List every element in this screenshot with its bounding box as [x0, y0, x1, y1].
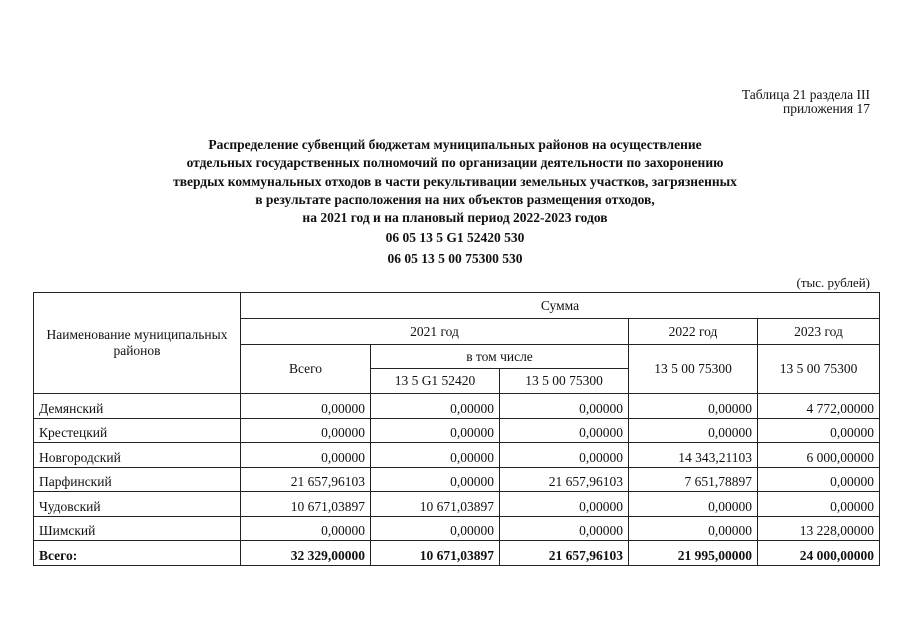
value-g1-2021: 10 671,03897 — [371, 492, 500, 517]
table-reference — [742, 88, 870, 116]
header-year-2022: 2022 год — [629, 319, 758, 345]
header-year-2021: 2021 год — [241, 319, 629, 345]
title-line-2: отдельных государственных полномочий по организации деятельности по захоронению — [186, 155, 724, 171]
header-sum: Сумма — [241, 293, 880, 319]
value-2022: 0,00000 — [629, 418, 758, 443]
value-g1-2021: 0,00000 — [371, 516, 500, 541]
value-00-2021: 0,00000 — [500, 492, 629, 517]
value-2022: 0,00000 — [629, 492, 758, 517]
value-g1-2021: 0,00000 — [371, 443, 500, 468]
value-2022: 0,00000 — [629, 394, 758, 419]
value-00-2021: 0,00000 — [500, 418, 629, 443]
header-code-g1: 13 5 G1 52420 — [371, 369, 500, 394]
value-total-2021: 0,00000 — [241, 516, 371, 541]
reference-line-1: Таблица 21 раздела III — [741, 87, 870, 102]
total-value-2023: 24 000,00000 — [758, 541, 880, 566]
value-total-2021: 0,00000 — [241, 443, 371, 468]
table-row — [34, 492, 880, 517]
title-line-3: твердых коммунальных отходов в части рекультивации земельных участков, загрязненных — [173, 173, 737, 189]
document-title — [0, 136, 903, 227]
value-2023: 0,00000 — [758, 467, 880, 492]
district-name: Крестецкий — [34, 418, 241, 443]
value-2022: 14 343,21103 — [629, 443, 758, 468]
value-total-2021: 0,00000 — [241, 418, 371, 443]
district-name: Чудовский — [34, 492, 241, 517]
table-row — [34, 418, 880, 443]
subvention-table — [33, 292, 880, 566]
value-00-2021: 0,00000 — [500, 516, 629, 541]
header-code-2022: 13 5 00 75300 — [629, 345, 758, 394]
table-row — [34, 467, 880, 492]
title-line-4: в результате расположения на них объектов размещения отходов, — [255, 191, 655, 207]
value-2023: 4 772,00000 — [758, 394, 880, 419]
table-row — [34, 443, 880, 468]
value-g1-2021: 0,00000 — [371, 467, 500, 492]
value-00-2021: 0,00000 — [500, 394, 629, 419]
value-00-2021: 0,00000 — [500, 443, 629, 468]
value-total-2021: 21 657,96103 — [241, 467, 371, 492]
district-name: Новгородский — [34, 443, 241, 468]
value-2023: 0,00000 — [758, 418, 880, 443]
district-name: Парфинский — [34, 467, 241, 492]
header-district-name: Наименование муниципальных районов — [34, 293, 241, 394]
budget-code-2: 06 05 13 5 00 75300 530 — [387, 251, 523, 266]
total-value-2021: 32 329,00000 — [241, 541, 371, 566]
district-name: Демянский — [34, 394, 241, 419]
value-total-2021: 10 671,03897 — [241, 492, 371, 517]
total-value-g1-2021: 10 671,03897 — [371, 541, 500, 566]
header-row-1 — [34, 293, 880, 319]
reference-line-2: приложения 17 — [782, 101, 870, 116]
title-line-5: на 2021 год и на плановый период 2022-2023 годов — [302, 210, 608, 226]
value-total-2021: 0,00000 — [241, 394, 371, 419]
header-year-2023: 2023 год — [758, 319, 880, 345]
total-row — [34, 541, 880, 566]
value-00-2021: 21 657,96103 — [500, 467, 629, 492]
header-code-00: 13 5 00 75300 — [500, 369, 629, 394]
district-name: Шимский — [34, 516, 241, 541]
value-g1-2021: 0,00000 — [371, 394, 500, 419]
value-2022: 7 651,78897 — [629, 467, 758, 492]
total-value-00-2021: 21 657,96103 — [500, 541, 629, 566]
value-g1-2021: 0,00000 — [371, 418, 500, 443]
header-including: в том числе — [371, 345, 629, 369]
total-value-2022: 21 995,00000 — [629, 541, 758, 566]
header-total: Всего — [241, 345, 371, 394]
total-label: Всего: — [34, 541, 241, 566]
value-2023: 0,00000 — [758, 492, 880, 517]
value-2022: 0,00000 — [629, 516, 758, 541]
header-code-2023: 13 5 00 75300 — [758, 345, 880, 394]
value-2023: 13 228,00000 — [758, 516, 880, 541]
table-row — [34, 516, 880, 541]
title-line-1: Распределение субвенций бюджетам муниципальных районов на осуществление — [208, 137, 702, 152]
value-2023: 6 000,00000 — [758, 443, 880, 468]
table-row — [34, 394, 880, 419]
units-label: (тыс. рублей) — [796, 275, 870, 290]
budget-code-1: 06 05 13 5 G1 52420 530 — [385, 230, 525, 245]
